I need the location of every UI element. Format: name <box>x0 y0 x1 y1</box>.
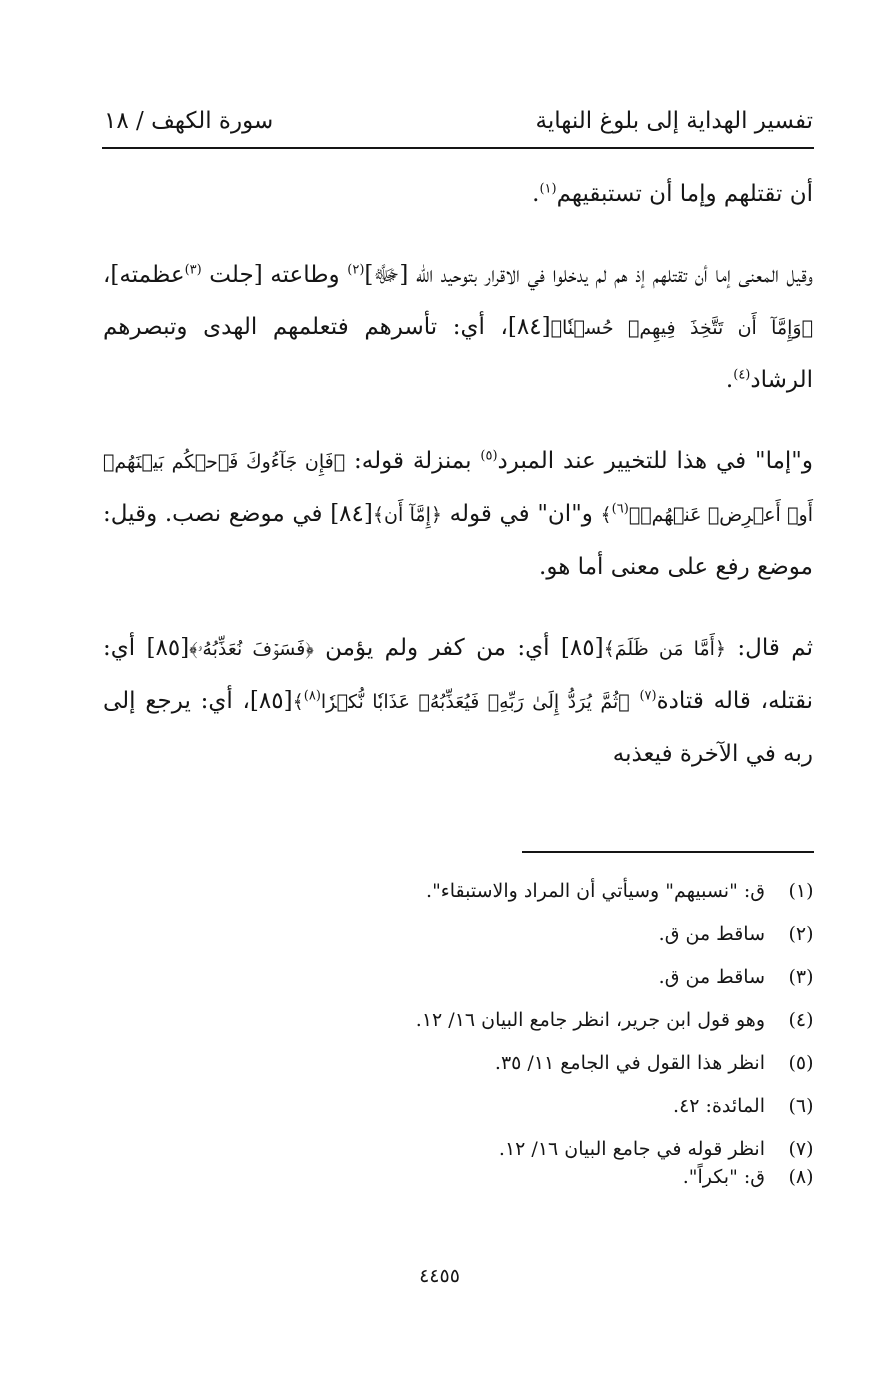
p3-text-1: و"إما" في هذا للتخيير عند المبرد <box>497 448 813 474</box>
footnote-text: ساقط من ق. <box>658 923 765 945</box>
footnote-marker-6: (٦) <box>611 501 629 517</box>
quran-bracket: ﴾ <box>600 504 612 526</box>
p3-text-2: بمنزلة قوله: <box>345 448 481 474</box>
footnote-marker-4: (٤) <box>733 367 751 383</box>
footnote-text: انظر قوله في جامع البيان ١٦/ ١٢. <box>498 1138 765 1160</box>
footnote-marker-7: (٧) <box>639 688 657 704</box>
paragraph-4 <box>103 622 813 780</box>
footnote <box>257 1095 817 1117</box>
quran-quote: ﴿إِمَّآ أَن﴾ <box>372 504 442 526</box>
p2-text-4: عظمته]، <box>103 262 185 288</box>
footnote-number: (٢) <box>788 923 814 945</box>
header-rule <box>102 147 814 149</box>
quran-quote: ﴿ثُمَّ يُرَدُّ إِلَىٰ رَبِّهِۦ فَيُعَذِّبُهُۥ عَذَابٗا نُّكۡرٗا <box>320 691 630 713</box>
footnote-marker-3: (٣) <box>184 262 202 278</box>
footnote-marker-2: (٢) <box>347 262 365 278</box>
page-number: ٤٤٥٥ <box>419 1265 460 1287</box>
quran-quote: ﴿أَمَّا مَن ظَلَمَ﴾ <box>603 638 727 660</box>
running-header-book-title: تفسير الهداية إلى بلوغ النهاية <box>535 108 813 134</box>
running-header-surah: سورة الكهف / ١٨ <box>104 108 274 134</box>
footnotes <box>257 880 817 1209</box>
p1-tail: . <box>532 181 540 207</box>
footnote <box>257 966 817 988</box>
footnote-number: (٨) <box>788 1166 814 1188</box>
p2-text-5: [٨٤]، أي: تأسرهم فتعلمهم الهدى وتبصرهم الرشاد <box>103 314 813 393</box>
footnote <box>257 1052 817 1074</box>
quran-bracket: ﴾ <box>292 691 304 713</box>
footnote <box>257 880 817 902</box>
paragraph-2 <box>103 249 813 406</box>
footnote-text: ق: "نسبيهم" وسيأتي أن المراد والاستبقاء". <box>426 880 765 902</box>
footnote-number: (٤) <box>788 1009 814 1031</box>
p1-text: أن تقتلهم وإما أن تستبقيهم <box>556 181 813 207</box>
footnote <box>257 1009 817 1031</box>
quran-quote: ﴿فَإِن جَآءُوكَ فَٱحۡكُم بَيۡنَهُمۡ أَوۡ أَعۡرِضۡ عَنۡهُمۡۖ <box>103 451 813 526</box>
footnote-number: (٧) <box>788 1138 814 1160</box>
quran-quote: ﴿فَسَوۡفَ نُعَذِّبُهُۥ﴾ <box>189 638 314 660</box>
footnote-text: المائدة: ٤٢. <box>673 1095 765 1117</box>
p3-text-3: و"ان" في قوله <box>442 501 601 527</box>
p4-text-1: ثم قال: <box>726 635 813 661</box>
paragraph-3 <box>103 435 813 593</box>
footnote-separator <box>522 851 814 853</box>
footnote-text: وهو قول ابن جرير، انظر جامع البيان ١٦/ ١٢. <box>415 1009 765 1031</box>
footnote <box>257 1138 817 1160</box>
footnote-text: ق: "بكراً". <box>682 1166 765 1188</box>
p4-text-5: [٨٥]، أي: يرجع إلى ربه في الآخرة فيعذبه <box>103 688 813 767</box>
p2-text-6: . <box>725 367 734 393</box>
footnote-number: (١) <box>788 880 814 902</box>
p4-text-4 <box>630 688 640 714</box>
footnote-marker-5: (٥) <box>480 448 498 464</box>
p3-text-4: [٨٤] في موضع نصب. وقيل: موضع رفع على معنى أما هو. <box>103 501 813 580</box>
paragraph-1 <box>103 168 813 220</box>
footnote-number: (٦) <box>788 1095 814 1117</box>
p4-text-3: [٨٥] أي: نقتله، قاله قتادة <box>103 635 814 714</box>
p2-text-1: وقيل المعنى إما أن تقتلهم إذ هم لم يدخلوا في الاقرار بتوحيد الله [ <box>399 262 813 288</box>
footnote-text: انظر هذا القول في الجامع ١١/ ٣٥. <box>494 1052 765 1074</box>
footnote-number: (٥) <box>788 1052 814 1074</box>
p4-text-2: [٨٥] أي: من كفر ولم يؤمن <box>313 635 604 661</box>
footnote-marker-8: (٨) <box>303 688 321 704</box>
honorific-glyph: ﷻ <box>373 262 400 288</box>
footnote-number: (٣) <box>788 966 814 988</box>
footnote <box>257 923 817 945</box>
footnote-marker-1: (١) <box>539 181 557 197</box>
p2-text-3: وطاعته [جلت <box>201 262 348 288</box>
footnote-text: ساقط من ق. <box>658 966 765 988</box>
main-text <box>103 168 813 809</box>
footnote <box>257 1166 817 1188</box>
p2-text-2: ] <box>364 262 374 288</box>
quran-quote: ﴿وَإِمَّآ أَن تَتَّخِذَ فِيهِمۡ حُسۡنٗا﴾ <box>550 317 813 339</box>
